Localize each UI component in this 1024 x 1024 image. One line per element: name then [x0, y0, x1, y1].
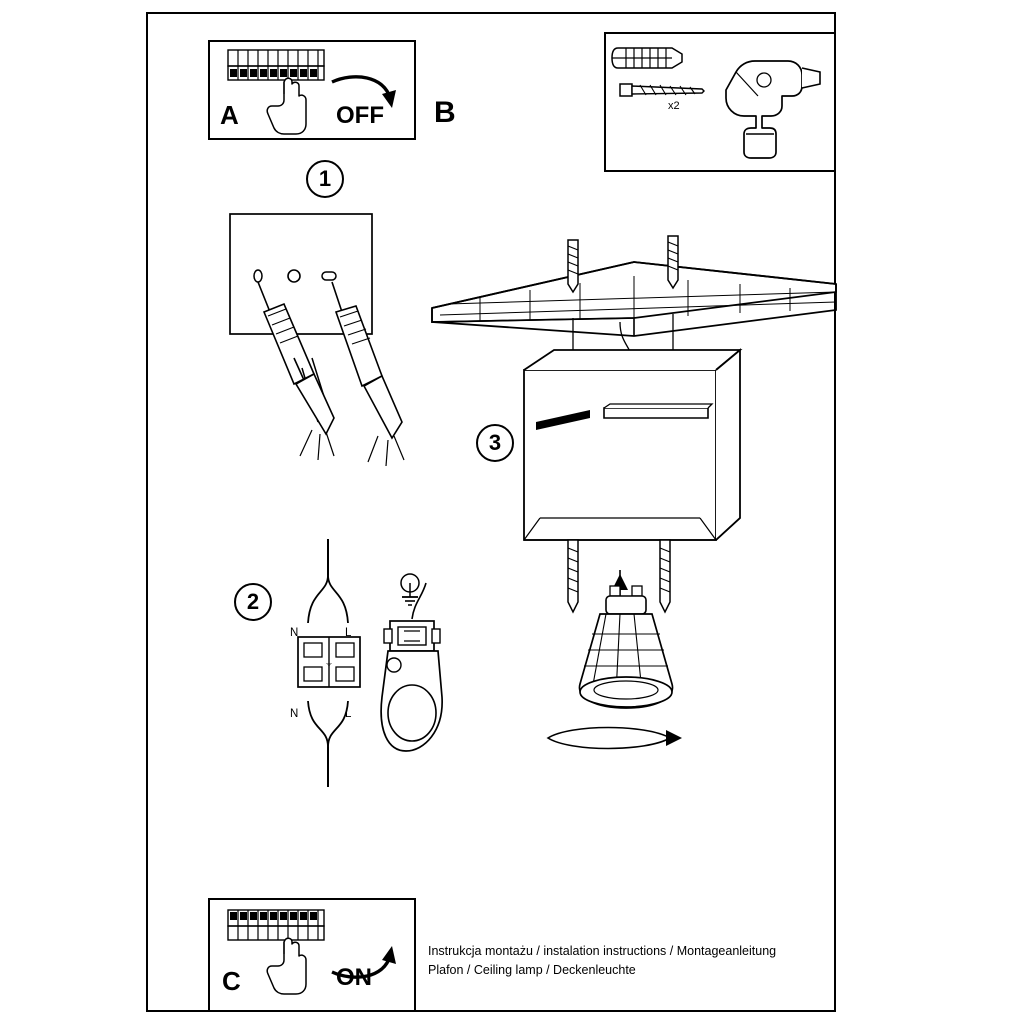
terminal-label-n-top: N — [290, 627, 299, 639]
earth-ground-icon — [401, 574, 419, 605]
wall-plug-icon — [612, 48, 682, 68]
ceiling-plate-with-anchors-icon — [222, 208, 434, 498]
terminal-label-n-bottom: N — [290, 708, 299, 720]
step-a-letter: A — [220, 100, 239, 130]
ceiling-slab — [432, 262, 836, 336]
step-c-box — [208, 898, 416, 1012]
step-b-quantity: x2 — [668, 100, 680, 112]
twist-arrow-icon — [548, 728, 682, 749]
svg-text:⏚: ⏚ — [324, 658, 334, 668]
step-c-letter: C — [222, 966, 241, 996]
cube-ceiling-lamp-assembly-icon — [420, 222, 850, 772]
step-2-number: 2 — [234, 583, 272, 621]
cube-lamp-body — [524, 350, 740, 540]
power-drill-icon — [726, 61, 820, 158]
step-a-label: OFF — [336, 102, 384, 129]
drill-and-fixings-icon — [606, 34, 834, 170]
terminal-label-l-bottom: L — [345, 708, 352, 720]
terminal-label-l-top: L — [345, 627, 352, 639]
gu10-bulb-icon — [579, 586, 672, 708]
step-b-letter: B — [434, 96, 456, 129]
screw-icon — [620, 84, 704, 96]
step-a-box — [208, 40, 416, 140]
step-1-number: 1 — [306, 160, 344, 198]
footer-line-2: Plafon / Ceiling lamp / Deckenleuchte — [428, 963, 636, 977]
footer-line-1: Instrukcja montażu / instalation instructions / Montageanleitung — [428, 944, 777, 958]
step-3-number: 3 — [476, 424, 514, 462]
step-c-label: ON — [336, 964, 372, 991]
step-b-box — [604, 32, 836, 172]
